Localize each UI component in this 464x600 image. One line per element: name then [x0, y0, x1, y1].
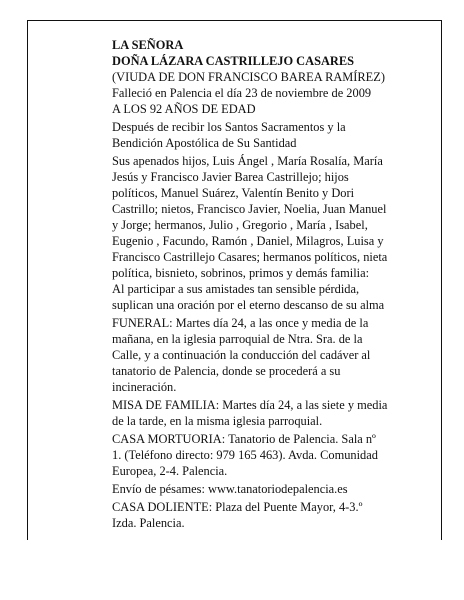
age-at-death: A LOS 92 AÑOS DE EDAD	[112, 102, 256, 116]
text-line: suplican una oración por el eterno descanso de su alma	[112, 298, 385, 312]
funeral-paragraph	[112, 315, 422, 395]
mortuary-paragraph	[112, 431, 422, 479]
text-line: Francisco Castrillejo Casares; hermanos políticos, nieta	[112, 250, 388, 264]
text-line: Después de recibir los Santos Sacramentos y la	[112, 120, 346, 134]
condolences-line: Envío de pésames: www.tanatoriodepalencia.es	[112, 482, 348, 496]
text-line: y Jorge; hermanos, Julio , Gregorio , María , Isabel,	[112, 218, 368, 232]
text-line: mañana, en la iglesia parroquial de Ntra. Sra. de la	[112, 332, 363, 346]
obituary-notice	[112, 37, 422, 531]
text-line: políticos, Manuel Suárez, Valentín Benito y Dori	[112, 186, 355, 200]
widow-of: (VIUDA DE DON FRANCISCO BAREA RAMÍREZ)	[112, 70, 385, 84]
request-paragraph	[112, 281, 422, 313]
text-line: Calle, y a continuación la conducción del cadáver al	[112, 348, 371, 362]
text-line: CASA DOLIENTE: Plaza del Puente Mayor, 4-3.º	[112, 500, 363, 514]
text-line: MISA DE FAMILIA: Martes día 24, a las siete y media	[112, 398, 388, 412]
text-line: Bendición Apostólica de Su Santidad	[112, 136, 297, 150]
text-line: incineración.	[112, 380, 177, 394]
text-line: tanatorio de Palencia, donde se procederá a su	[112, 364, 341, 378]
text-line: Sus apenados hijos, Luis Ángel , María Rosalía, María	[112, 154, 383, 168]
text-line: Europea, 2-4. Palencia.	[112, 464, 228, 478]
notice-title: LA SEÑORA	[112, 38, 184, 52]
family-mass-paragraph	[112, 397, 422, 429]
text-line: FUNERAL: Martes día 24, a las once y media de la	[112, 316, 369, 330]
home-paragraph	[112, 499, 422, 531]
death-date: Falleció en Palencia el día 23 de noviembre de 2009	[112, 86, 372, 100]
deceased-name: DOÑA LÁZARA CASTRILLEJO CASARES	[112, 54, 355, 68]
text-line: política, bisnieto, sobrinos, primos y demás familia:	[112, 266, 370, 280]
family-paragraph	[112, 153, 422, 281]
text-line: de la tarde, en la misma iglesia parroquial.	[112, 414, 323, 428]
text-line: CASA MORTUORIA: Tanatorio de Palencia. Sala nº	[112, 432, 376, 446]
text-line: Eugenio , Facundo, Ramón , Daniel, Milagros, Luisa y	[112, 234, 384, 248]
text-line: Al participar a sus amistades tan sensible pérdida,	[112, 282, 360, 296]
text-line: Castrillo; nietos, Francisco Javier, Noelia, Juan Manuel	[112, 202, 387, 216]
sacraments-paragraph	[112, 119, 422, 151]
text-line: Jesús y Francisco Javier Barea Castrillejo; hijos	[112, 170, 349, 184]
text-line: Izda. Palencia.	[112, 516, 185, 530]
text-line: 1. (Teléfono directo: 979 165 463). Avda. Comunidad	[112, 448, 378, 462]
